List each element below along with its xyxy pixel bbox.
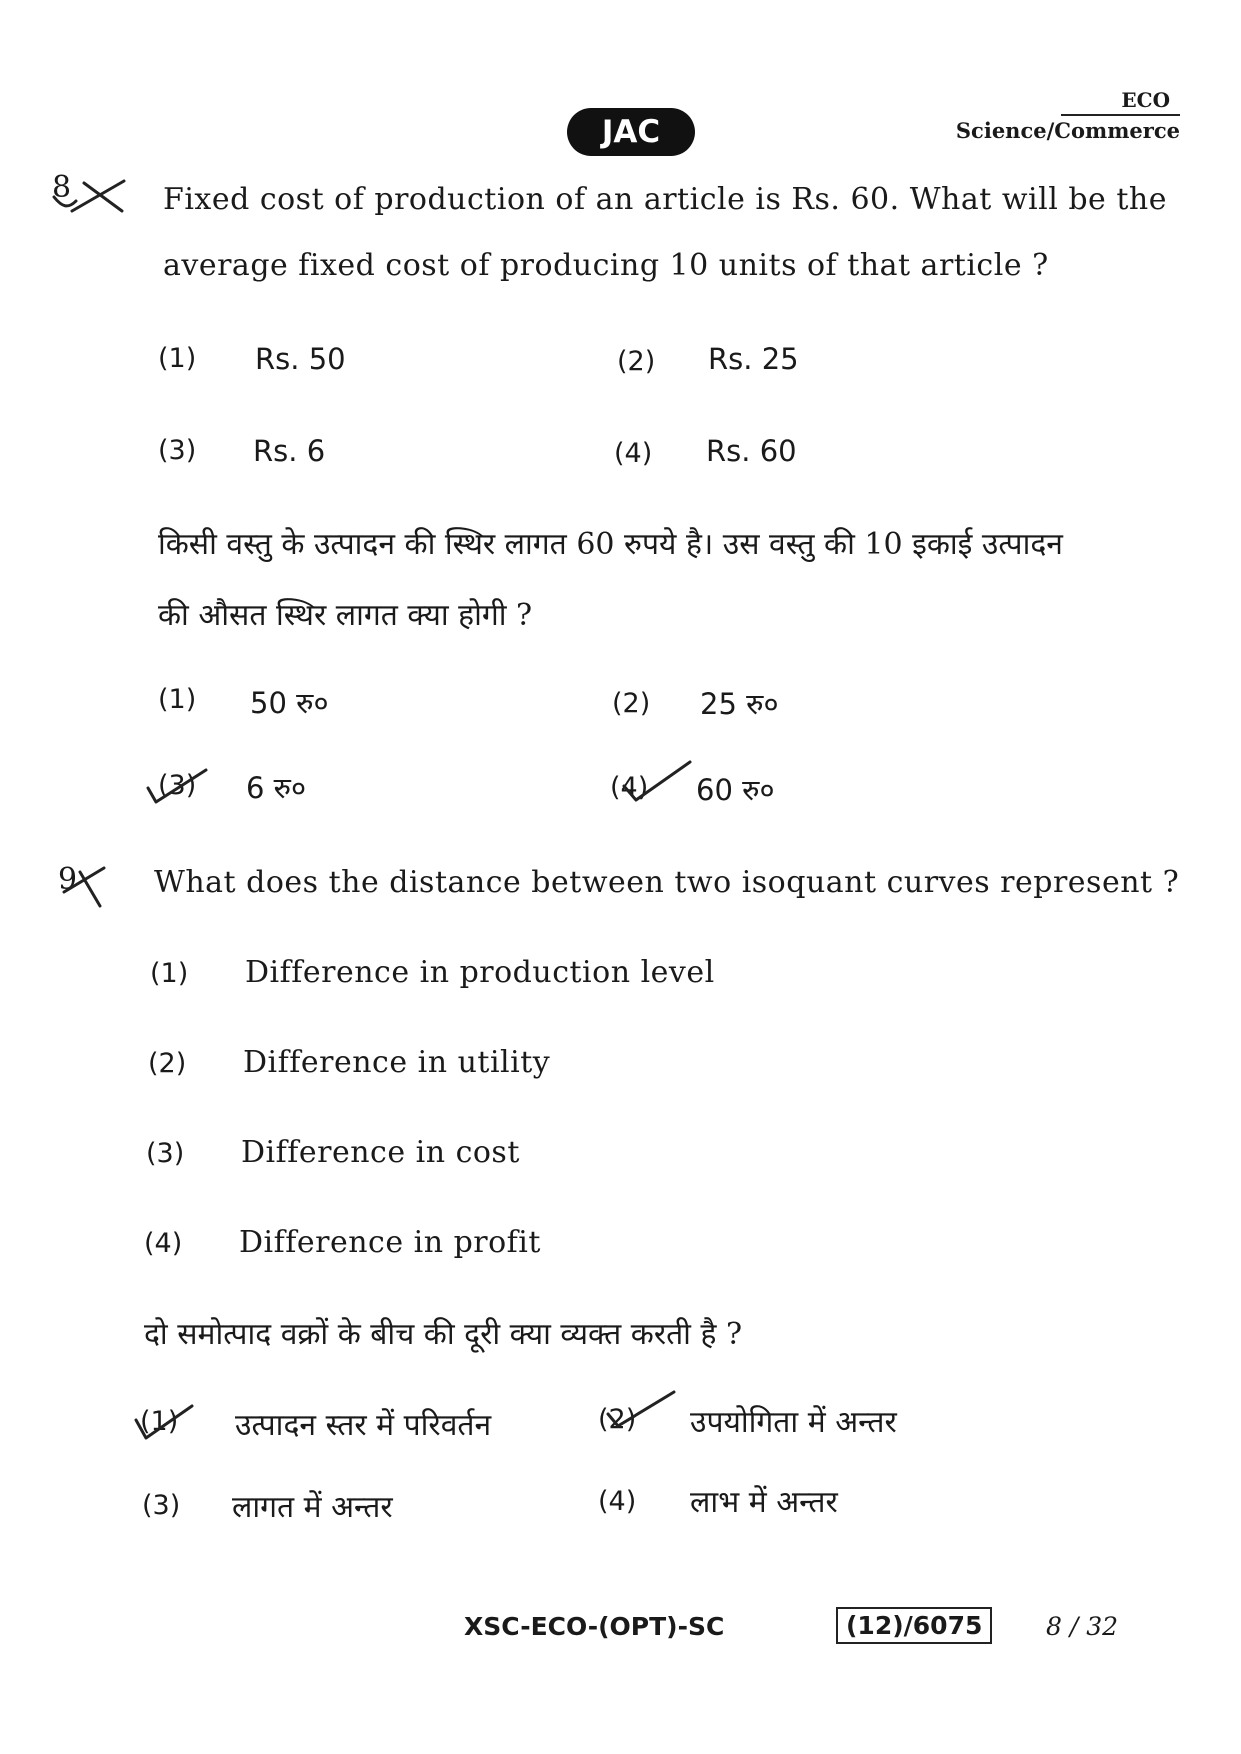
q9-en-opt1-num: (1) <box>150 958 189 989</box>
q9-hi-opt2-text: उपयोगिता में अन्तर <box>690 1405 897 1440</box>
q8-hi-opt1-num: (1) <box>158 684 197 715</box>
jac-logo: JAC <box>567 108 695 156</box>
q9-hi-opt1-text: उत्पादन स्तर में परिवर्तन <box>235 1408 492 1443</box>
q8-text-en-line1: Fixed cost of production of an article is Rs. 60. What will be the <box>163 182 1167 217</box>
q9-en-opt2-num: (2) <box>148 1048 187 1079</box>
q9-en-opt2-text: Difference in utility <box>243 1045 551 1080</box>
q8-text-hi-line2: की औसत स्थिर लागत क्या होगी ? <box>158 598 533 633</box>
q9-en-opt3-num: (3) <box>146 1138 185 1169</box>
q8-en-opt3-text: Rs. 6 <box>253 434 326 468</box>
q9-en-opt4-text: Difference in profit <box>239 1225 541 1260</box>
q9-opt1-tick-mark <box>134 1398 204 1444</box>
q9-number: 9 <box>58 862 78 897</box>
q8-hi-opt4-text: 60 रु० <box>696 773 775 807</box>
q8-hi-opt2-text: 25 रु० <box>700 687 779 721</box>
q8-en-opt1-num: (1) <box>158 343 197 374</box>
q9-en-opt3-text: Difference in cost <box>241 1135 520 1170</box>
q9-opt2-tick-mark <box>604 1388 684 1434</box>
q8-hi-opt4-num: (4) <box>610 772 649 803</box>
stream-label: Science/Commerce <box>955 118 1180 143</box>
q8-opt4-tick-mark <box>620 756 700 806</box>
q9-hi-opt4-num: (4) <box>598 1486 637 1517</box>
q8-hi-opt2-num: (2) <box>612 688 651 719</box>
subject-code: ECO <box>1061 88 1180 116</box>
q8-en-opt3-num: (3) <box>158 435 197 466</box>
paper-code: XSC-ECO-(OPT)-SC <box>464 1612 725 1641</box>
q8-en-opt4-text: Rs. 60 <box>706 434 797 468</box>
q8-hi-opt3-num: (3) <box>158 770 197 801</box>
q9-hi-opt3-text: लागत में अन्तर <box>232 1490 393 1525</box>
q8-strike-mark <box>52 175 132 215</box>
subject-header <box>918 88 1180 143</box>
q9-strike-mark <box>60 862 110 910</box>
q9-hi-opt3-num: (3) <box>142 1490 181 1521</box>
q8-opt3-tick-mark <box>146 762 216 808</box>
q8-number: 8 <box>52 170 72 205</box>
q9-hi-opt1-num: (1) <box>140 1406 179 1437</box>
q8-en-opt2-num: (2) <box>617 346 656 377</box>
q8-hi-opt1-text: 50 रु० <box>250 686 329 720</box>
q9-text-en: What does the distance between two isoquant curves represent ? <box>154 865 1180 900</box>
q9-hi-opt4-text: लाभ में अन्तर <box>690 1485 838 1520</box>
q8-en-opt4-num: (4) <box>614 438 653 469</box>
q9-text-hi: दो समोत्पाद वक्रों के बीच की दूरी क्या व्यक्त करती है ? <box>144 1317 743 1352</box>
q8-text-en-line2: average fixed cost of producing 10 units of that article ? <box>163 248 1049 283</box>
q8-text-hi-line1: किसी वस्तु के उत्पादन की स्थिर लागत 60 रुपये है। उस वस्तु की 10 इकाई उत्पादन <box>158 527 1063 562</box>
series-code: (12)/6075 <box>836 1607 992 1644</box>
q8-en-opt1-text: Rs. 50 <box>255 342 346 376</box>
page-number: 8 / 32 <box>1046 1612 1119 1641</box>
q9-en-opt1-text: Difference in production level <box>245 955 715 990</box>
q8-hi-opt3-text: 6 रु० <box>246 771 307 805</box>
q8-en-opt2-text: Rs. 25 <box>708 342 799 376</box>
q9-en-opt4-num: (4) <box>144 1228 183 1259</box>
q9-hi-opt2-num: (2) <box>598 1404 637 1435</box>
